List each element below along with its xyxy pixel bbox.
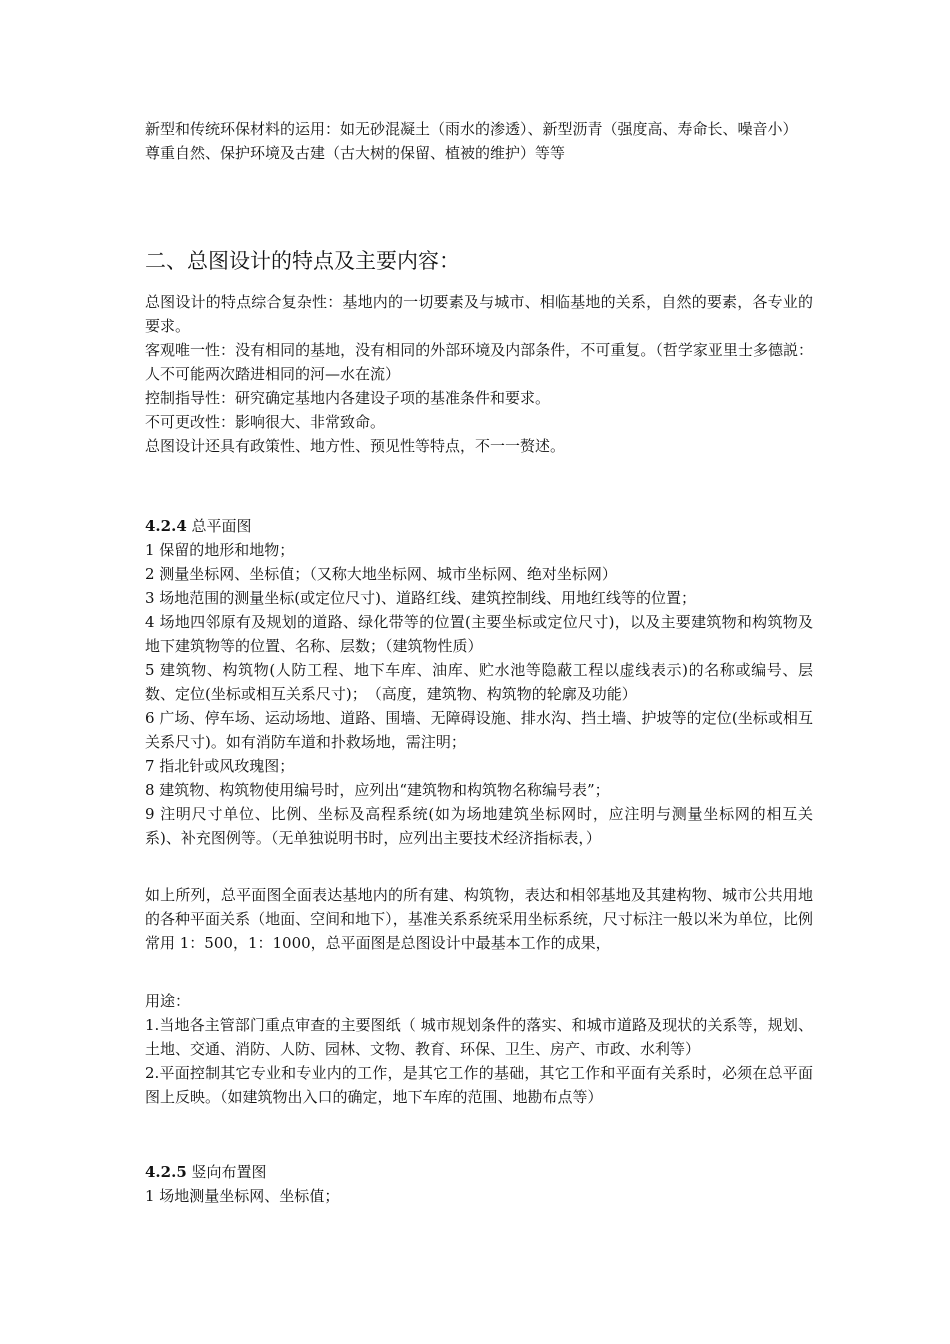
usage-item-1: 1.当地各主管部门重点审查的主要图纸（ 城市规划条件的落实、和城市道路及现状的关系等，规划、土地、交通、消防、人防、园林、文物、教育、环保、卫生、房产、市政、水利等） <box>145 1016 813 1058</box>
section-4-2-5-heading <box>145 1160 813 1184</box>
usage-label: 用途： <box>145 992 191 1010</box>
list-item: 6 广场、停车场、运动场地、道路、围墙、无障碍设施、排水沟、挡土墙、护坡等的定位(坐标或相互关系尺寸)。如有消防车道和扑救场地，需注明； <box>145 709 813 751</box>
summary-block <box>145 883 813 955</box>
paragraph-uniqueness: 客观唯一性：没有相同的基地，没有相同的外部环境及内部条件，不可重复。（哲学家亚里士多德説：人不可能两次踏进相同的河—水在流） <box>145 341 813 383</box>
section-4-2-4-number: 4.2.4 <box>145 517 187 535</box>
list-item: 1 场地测量坐标网、坐标值； <box>145 1187 340 1205</box>
intro-block <box>145 117 813 165</box>
intro-line-2: 尊重自然、保护环境及古建（古大树的保留、植被的维护）等等 <box>145 144 566 162</box>
section-4-2-5-title: 竖向布置图 <box>186 1163 267 1181</box>
intro-line-1: 新型和传统环保材料的运用：如无砂混凝土（雨水的渗透）、新型沥青（强度高、寿命长、噪音小） <box>145 120 798 138</box>
list-item: 3 场地范围的测量坐标(或定位尺寸)、道路红线、建筑控制线、用地红线等的位置； <box>145 589 697 607</box>
section-2-heading-block <box>145 246 813 276</box>
section-4-2-5-number: 4.2.5 <box>145 1163 187 1181</box>
paragraph-guidance: 控制指导性：研究确定基地内各建设子项的基准条件和要求。 <box>145 389 551 407</box>
section-2-body <box>145 290 813 458</box>
section-4-2-4-title: 总平面图 <box>186 517 252 535</box>
usage-block <box>145 989 813 1109</box>
section-4-2-5 <box>145 1160 813 1208</box>
summary-paragraph: 如上所列，总平面图全面表达基地内的所有建、构筑物，表达和相邻基地及其建构物、城市公共用地的各种平面关系（地面、空间和地下），基准关系系统采用坐标系统，尺寸标注一般以米为单位，比例常用 1：500，1：1000，总平面图是总图设计中最基本工作的成果， <box>145 886 813 952</box>
list-item: 5 建筑物、构筑物(人防工程、地下车库、油库、贮水池等隐蔽工程以虚线表示)的名称或编号、层数、定位(坐标或相互关系尺寸)； （高度，建筑物、构筑物的轮廓及功能） <box>145 661 813 703</box>
section-2-heading: 二、总图设计的特点及主要内容： <box>145 249 460 273</box>
list-item: 4 场地四邻原有及规划的道路、绿化带等的位置(主要坐标或定位尺寸)，以及主要建筑物和构筑物及地下建筑物等的位置、名称、层数；（建筑物性质） <box>145 613 813 655</box>
paragraph-other-features: 总图设计还具有政策性、地方性、预见性等特点，不一一赘述。 <box>145 437 566 455</box>
section-4-2-4-heading <box>145 514 813 538</box>
usage-item-2: 2.平面控制其它专业和专业内的工作，是其它工作的基础，其它工作和平面有关系时，必须在总平面图上反映。（如建筑物出入口的确定，地下车库的范围、地勘布点等） <box>145 1064 813 1106</box>
section-4-2-4 <box>145 514 813 850</box>
list-item: 2 测量坐标网、坐标值；（又称大地坐标网、城市坐标网、绝对坐标网） <box>145 565 617 583</box>
list-item: 9 注明尺寸单位、比例、坐标及高程系统(如为场地建筑坐标网时，应注明与测量坐标网的相互关系)、补充图例等。（无单独说明书时，应列出主要技术经济指标表，） <box>145 805 813 847</box>
list-item: 7 指北针或风玫瑰图； <box>145 757 295 775</box>
list-item: 1 保留的地形和地物； <box>145 541 295 559</box>
paragraph-immutability: 不可更改性：影响很大、非常致命。 <box>145 413 386 431</box>
list-item: 8 建筑物、构筑物使用编号时，应列出“建筑物和构筑物名称编号表”； <box>145 781 610 799</box>
paragraph-complexity: 总图设计的特点综合复杂性：基地内的一切要素及与城市、相临基地的关系，自然的要素，各专业的要求。 <box>145 293 813 335</box>
